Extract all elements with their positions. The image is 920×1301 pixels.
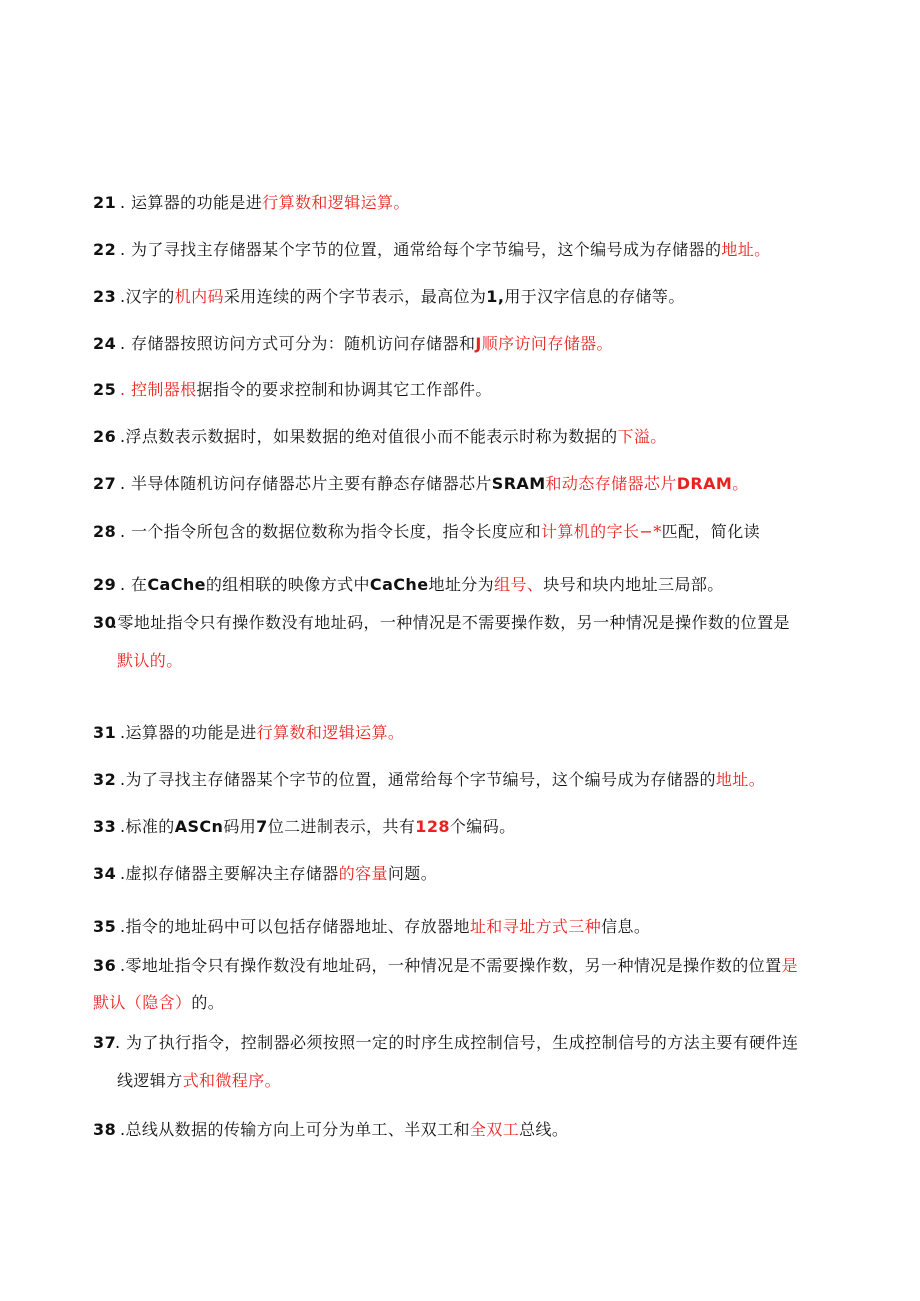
question-number: 23 xyxy=(93,287,117,306)
text-segment: . 为了执行指令，控制器必须按照一定的时序生成控制信号，生成控制信号的方法主要有硬件连 xyxy=(115,1033,799,1052)
text-segment: 的。 xyxy=(191,993,225,1012)
question-text xyxy=(120,520,760,544)
question-text xyxy=(120,573,724,597)
text-segment: 采用连续的两个字节表示，最高位为 xyxy=(223,287,487,306)
answer-text: 128 xyxy=(415,817,450,836)
answer-text: 全双工 xyxy=(469,1120,520,1139)
text-segment: CaChe xyxy=(369,575,429,594)
question-number: 25 xyxy=(93,380,117,399)
question-number: 38 xyxy=(93,1120,117,1139)
question-text xyxy=(120,378,492,402)
question-text xyxy=(120,285,685,309)
question-text xyxy=(120,1118,568,1142)
question-number: 33 xyxy=(93,817,117,836)
question-number: 29 xyxy=(93,575,117,594)
text-segment: 问题。 xyxy=(387,864,438,883)
text-segment: 信息。 xyxy=(601,917,651,936)
answer-text: 。 xyxy=(732,474,749,493)
answer-text: 下溢。 xyxy=(617,427,667,446)
question-text xyxy=(120,915,650,939)
text-segment: . 运算器的功能是进 xyxy=(120,193,263,212)
question-text-continued xyxy=(117,1069,281,1093)
text-segment: .标准的 xyxy=(120,817,175,836)
question-text xyxy=(120,815,516,839)
question-number: 30 xyxy=(93,613,117,632)
question-number: 35 xyxy=(93,917,117,936)
question-text xyxy=(120,721,404,745)
text-segment: .运算器的功能是进 xyxy=(120,723,257,742)
text-segment: 位二进制表示，共有 xyxy=(267,817,416,836)
text-segment: . 一个指令所包含的数据位数称为指令长度，指令长度应和 xyxy=(120,522,541,541)
text-segment: .浮点数表示数据时，如果数据的绝对值很小而不能表示时称为数据的 xyxy=(120,427,618,446)
answer-text: . 控制器根 xyxy=(120,380,197,399)
question-text xyxy=(120,954,798,978)
text-segment: 码用 xyxy=(223,817,257,836)
text-segment: 据指令的要求控制和协调其它工作部件。 xyxy=(196,380,492,399)
question-text xyxy=(112,611,790,635)
question-number: 32 xyxy=(93,770,117,789)
text-segment: 匹配，简化读 xyxy=(661,522,760,541)
answer-text: 是 xyxy=(781,956,798,975)
text-segment: 个编码。 xyxy=(449,817,516,836)
question-number: 27 xyxy=(93,474,117,493)
answer-text: 和动态存储器芯片 xyxy=(545,474,677,493)
question-number: 26 xyxy=(93,427,117,446)
text-segment: . 存储器按照访问方式可分为：随机访问存储器和 xyxy=(120,334,476,353)
question-number: 22 xyxy=(93,240,117,259)
text-segment: 块号和块内地址三局部。 xyxy=(543,575,724,594)
answer-text: 式和微程序。 xyxy=(182,1071,282,1090)
question-text xyxy=(115,1031,798,1055)
text-segment: .零地址指令只有操作数没有地址码，一种情况是不需要操作数，另一种情况是操作数的位置 xyxy=(120,956,782,975)
text-segment: .总线从数据的传输方向上可分为单工、半双工和 xyxy=(120,1120,470,1139)
text-segment: . 为了寻找主存储器某个字节的位置，通常给每个字节编号，这个编号成为存储器的 xyxy=(120,240,722,259)
text-segment: .指令的地址码中可以包括存储器地址、存放器地 xyxy=(120,917,470,936)
answer-text: 地址。 xyxy=(721,240,771,259)
answer-text: 的容量 xyxy=(338,864,388,883)
answer-text: 行算数和逻辑运算。 xyxy=(256,723,405,742)
question-text-continued xyxy=(117,649,183,673)
text-segment: SRAM xyxy=(491,474,546,493)
text-segment: .为了寻找主存储器某个字节的位置，通常给每个字节编号，这个编号成为存储器的 xyxy=(120,770,716,789)
question-text xyxy=(120,191,410,215)
question-text xyxy=(120,768,765,792)
question-text xyxy=(120,332,613,356)
text-segment: 1, xyxy=(486,287,505,306)
answer-text: 默认的。 xyxy=(117,651,183,670)
question-number: 21 xyxy=(93,193,117,212)
text-segment: 地址分为 xyxy=(428,575,495,594)
text-segment: .虚拟存储器主要解决主存储器 xyxy=(120,864,339,883)
text-segment: 线逻辑方 xyxy=(117,1071,183,1090)
text-segment: ASCn xyxy=(174,817,224,836)
answer-text: 址和寻址方式三种 xyxy=(469,917,602,936)
answer-text: 计算机的字长−* xyxy=(540,522,662,541)
question-text xyxy=(120,238,771,262)
text-segment: 的组相联的映像方式中 xyxy=(205,575,370,594)
text-segment: .零地址指令只有操作数没有地址码，一种情况是不需要操作数，另一种情况是操作数的位置是 xyxy=(112,613,790,632)
question-number: 24 xyxy=(93,334,117,353)
question-text xyxy=(120,862,437,886)
question-number: 37 xyxy=(93,1033,117,1052)
text-segment: CaChe xyxy=(147,575,206,594)
text-segment: 7 xyxy=(256,817,268,836)
question-text xyxy=(120,425,667,449)
answer-text: DRAM xyxy=(676,474,733,493)
answer-text: 机内码 xyxy=(174,287,224,306)
answer-text: 组号、 xyxy=(494,575,544,594)
answer-text: 地址。 xyxy=(715,770,766,789)
question-number: 28 xyxy=(93,522,117,541)
text-segment: . 半导体随机访问存储器芯片主要有静态存储器芯片 xyxy=(120,474,492,493)
question-number: 31 xyxy=(93,723,117,742)
question-text-continued xyxy=(93,991,224,1015)
question-number: 34 xyxy=(93,864,117,883)
answer-text: 默认（隐含） xyxy=(93,993,192,1012)
answer-text: 顺序访问存储器。 xyxy=(481,334,613,353)
question-text xyxy=(120,472,749,496)
text-segment: .汉字的 xyxy=(120,287,175,306)
text-segment: 用于汉字信息的存储等。 xyxy=(504,287,685,306)
answer-text: 行算数和逻辑运算。 xyxy=(262,193,410,212)
answer-text: J xyxy=(475,334,482,353)
question-number: 36 xyxy=(93,956,117,975)
text-segment: 总线。 xyxy=(519,1120,569,1139)
text-segment: . 在 xyxy=(120,575,148,594)
